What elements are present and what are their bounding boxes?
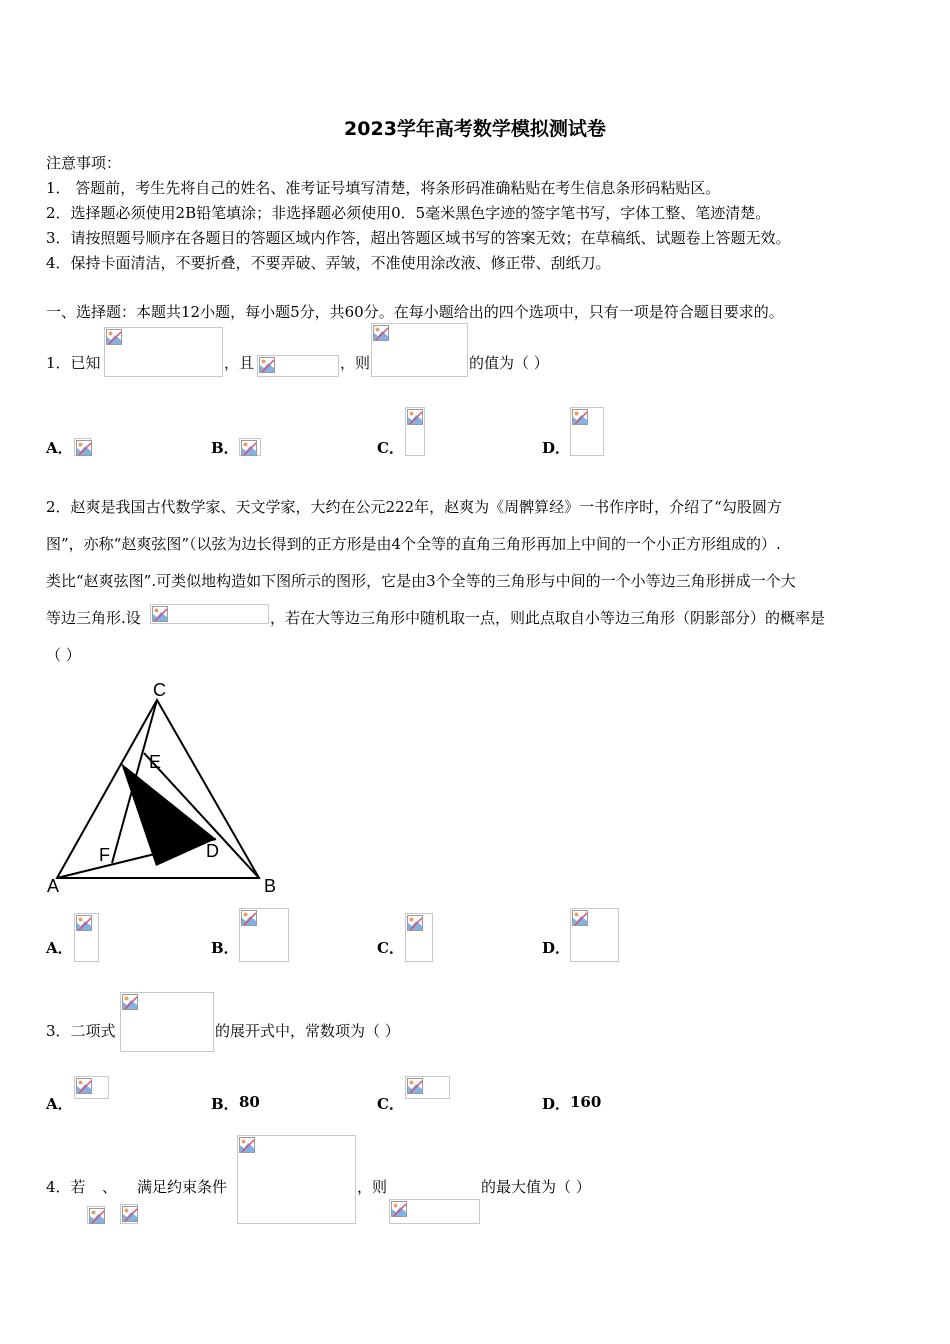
formula-image <box>257 355 339 377</box>
label-f: F <box>99 845 110 865</box>
broken-image-icon <box>122 1206 138 1222</box>
triangle-figure <box>40 676 290 898</box>
q4-text-start: 4．若 <box>46 1178 86 1196</box>
broken-image-icon <box>373 325 389 341</box>
q4-text-sep: 、 <box>102 1178 118 1196</box>
q3-text-start: 3．二项式 <box>46 1022 116 1040</box>
q3-option-c-label[interactable]: C． <box>377 1095 404 1113</box>
option-image <box>405 1076 450 1099</box>
q1-option-b-label[interactable]: B． <box>211 439 239 457</box>
notice-item: 1． 答题前，考生先将自己的姓名、准考证号填写清楚，将条形码准确粘贴在考生信息条形码粘贴区。 <box>46 179 721 197</box>
option-image <box>570 407 604 456</box>
q2-text-line: ，若在大等边三角形中随机取一点，则此点取自小等边三角形（阴影部分）的概率是 <box>270 609 826 627</box>
q4-text-mid: ，则 <box>357 1178 388 1196</box>
broken-image-icon <box>152 606 168 622</box>
segment-ad <box>57 839 216 878</box>
option-image <box>74 913 99 962</box>
label-d: D <box>206 841 219 861</box>
broken-image-icon <box>106 329 122 345</box>
label-b: B <box>264 876 277 896</box>
option-image <box>74 1076 109 1099</box>
q4-text-end: 的最大值为（ ） <box>481 1178 591 1196</box>
broken-image-icon <box>239 1137 255 1153</box>
broken-image-icon <box>122 994 138 1010</box>
notice-item: 3．请按照题号顺序在各题目的答题区域内作答，超出答题区域书写的答案无效；在草稿纸、试题卷上答题无效。 <box>46 229 791 247</box>
q2-option-c-label[interactable]: C． <box>377 939 404 957</box>
q2-text-line: 图”，亦称“赵爽弦图”（以弦为边长得到的正方形是由4个全等的直角三角形再加上中间的一个小正方形组成的）. <box>46 535 781 553</box>
broken-image-icon <box>89 1208 105 1224</box>
notice-item: 4．保持卡面清洁，不要折叠，不要弄破、弄皱，不准使用涂改液、修正带、刮纸刀。 <box>46 254 611 272</box>
option-image <box>239 438 261 456</box>
q1-text-mid: ，且 <box>224 354 255 372</box>
label-c: C <box>153 680 166 700</box>
q1-option-a-label[interactable]: A． <box>46 439 73 457</box>
q3-option-a-label[interactable]: A． <box>46 1095 73 1113</box>
notice-heading: 注意事项： <box>46 154 122 172</box>
q1-text-end: 的值为（ ） <box>469 354 549 372</box>
broken-image-icon <box>259 357 275 373</box>
q2-text-line: 2．赵爽是我国古代数学家、天文学家，大约在公元222年，赵爽为《周髀算经》一书作序时，介绍了“勾股圆方 <box>46 498 782 516</box>
option-image <box>570 908 619 962</box>
formula-image <box>237 1135 356 1224</box>
label-a: A <box>47 876 60 896</box>
q2-text-line: 类比“赵爽弦图”.可类似地构造如下图所示的图形，它是由3个全等的三角形与中间的一个小等边三角形拼成一个大 <box>46 572 796 590</box>
q2-option-b-label[interactable]: B． <box>211 939 239 957</box>
q3-option-d-label[interactable]: D． <box>542 1095 571 1113</box>
formula-image <box>150 604 269 624</box>
broken-image-icon <box>391 1201 407 1217</box>
q2-text-line: （ ） <box>46 646 81 664</box>
notice-item: 2．选择题必须使用2B铅笔填涂；非选择题必须使用0．5毫米黑色字迹的签字笔书写，字体工整、笔迹清楚。 <box>46 204 771 222</box>
q1-option-c-label[interactable]: C． <box>377 439 404 457</box>
broken-image-icon <box>76 440 92 456</box>
broken-image-icon <box>407 1078 423 1094</box>
broken-image-icon <box>572 910 588 926</box>
formula-image <box>120 992 214 1052</box>
option-image <box>405 913 433 962</box>
option-image <box>74 438 91 456</box>
q2-option-d-label[interactable]: D． <box>542 939 571 957</box>
q2-text-line: 等边三角形.设 <box>46 609 141 627</box>
broken-image-icon <box>76 1078 92 1094</box>
variable-image <box>87 1206 105 1224</box>
formula-image <box>389 1199 480 1224</box>
broken-image-icon <box>76 915 92 931</box>
label-e: E <box>149 752 162 772</box>
q3-option-b-label[interactable]: B． <box>211 1095 239 1113</box>
q4-text-mid: 满足约束条件 <box>137 1178 228 1196</box>
q1-text-mid: ，则 <box>340 354 371 372</box>
broken-image-icon <box>572 409 588 425</box>
page-title: 2023学年高考数学模拟测试卷 <box>344 118 606 140</box>
broken-image-icon <box>241 440 257 456</box>
formula-image <box>104 327 223 377</box>
q1-text-start: 1．已知 <box>46 354 101 372</box>
variable-image <box>120 1204 138 1224</box>
q3-option-d-value: 160 <box>570 1093 602 1111</box>
q3-option-b-value: 80 <box>239 1093 260 1111</box>
broken-image-icon <box>407 409 423 425</box>
option-image <box>405 407 425 456</box>
broken-image-icon <box>241 910 257 926</box>
section-heading: 一、选择题：本题共12小题，每小题5分，共60分。在每小题给出的四个选项中，只有一项是符合题目要求的。 <box>46 303 784 321</box>
q3-text-end: 的展开式中，常数项为（ ） <box>215 1022 400 1040</box>
broken-image-icon <box>407 915 423 931</box>
formula-image <box>371 323 468 377</box>
option-image <box>239 908 289 962</box>
q1-option-d-label[interactable]: D． <box>542 439 571 457</box>
q2-option-a-label[interactable]: A． <box>46 939 73 957</box>
